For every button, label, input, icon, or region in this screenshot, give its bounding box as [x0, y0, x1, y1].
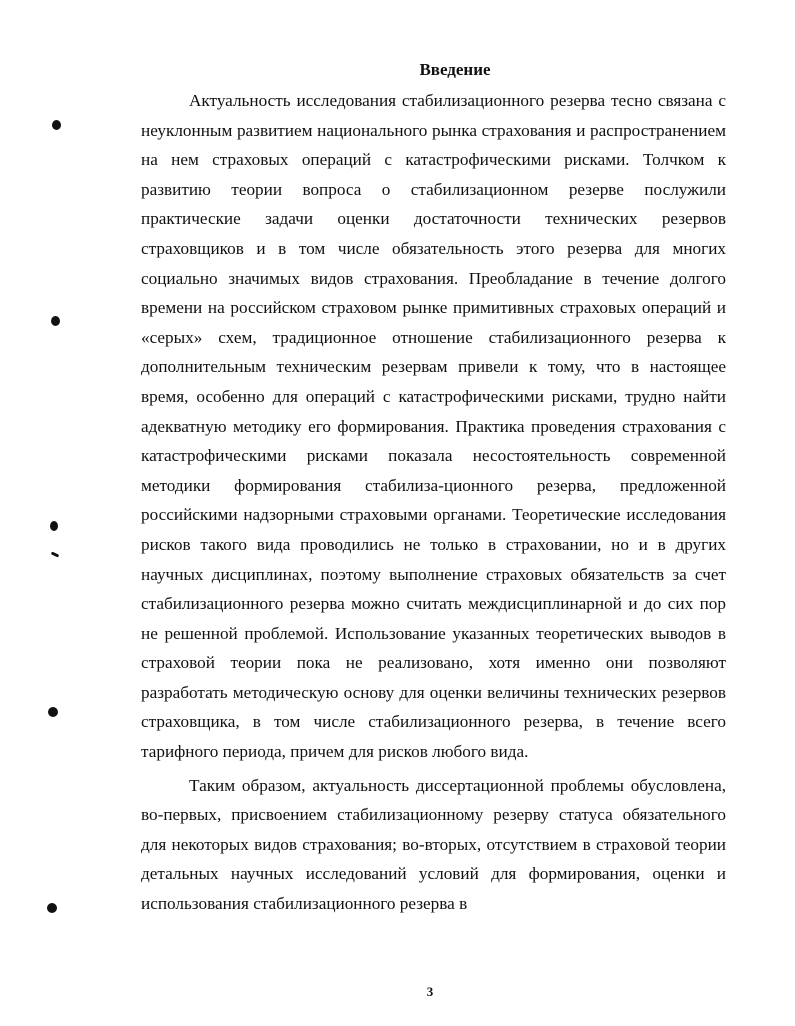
- binding-hole-mark: [47, 903, 57, 913]
- paragraph: Актуальность исследования стабилизационного резерва тесно связана с неуклонным развитием национального рынка страхования и распространением на нем страховых операций с катастрофическими рисками. Толчком к развитию теории вопроса о стабилизационном резерве послужили практические задачи оценки достаточности технических резервов страховщиков и в том числе обязательность этого резерва для многих социально значимых видов страхования. Преобладание в течение долгого времени на российском страховом рынке примитивных страховых операций и «серых» схем, традиционное отношение стабилизационного резерва к дополнительным техническим резервам привели к тому, что в настоящее время, особенно для операций с катастрофическими рисками, трудно найти адекватную методику его формирования. Практика проведения страхования с катастрофическими рисками показала несостоятельность современной методики формирования стабилиза-ционного резерва, предложенной российскими надзорными страховыми органами. Теоретические исследования рисков такого вида проводились не только в страховании, но и в других научных дисциплинах, поэтому выполнение страховых обязательств за счет стабилизационного резерва можно считать междисциплинарной и до сих пор не решенной проблемой. Использование указанных теоретических выводов в страховой теории пока не реализовано, хотя именно они позволяют разработать методическую основу для оценки величины технических резервов страховщика, в том числе стабилизационного резерва, в течение всего тарифного периода, причем для рисков любого вида.: [141, 91, 726, 762]
- binding-hole-mark: [52, 120, 61, 130]
- binding-hole-mark: [51, 551, 60, 557]
- page-number: 3: [426, 984, 434, 999]
- binding-hole-mark: [50, 521, 58, 531]
- paragraph: Таким образом, актуальность диссертационной проблемы обусловлена, во-первых, присвоением стабилизационному резерву статуса обязательного для некоторых видов страхования; во-вторых, отсутствием в страховой теории детальных научных исследований условий для формирования, оценки и использования стабилизационного резерва в: [141, 775, 726, 914]
- body-text: [141, 86, 726, 923]
- binding-hole-mark: [48, 707, 58, 717]
- binding-hole-mark: [51, 316, 60, 326]
- section-heading: Введение: [419, 60, 491, 79]
